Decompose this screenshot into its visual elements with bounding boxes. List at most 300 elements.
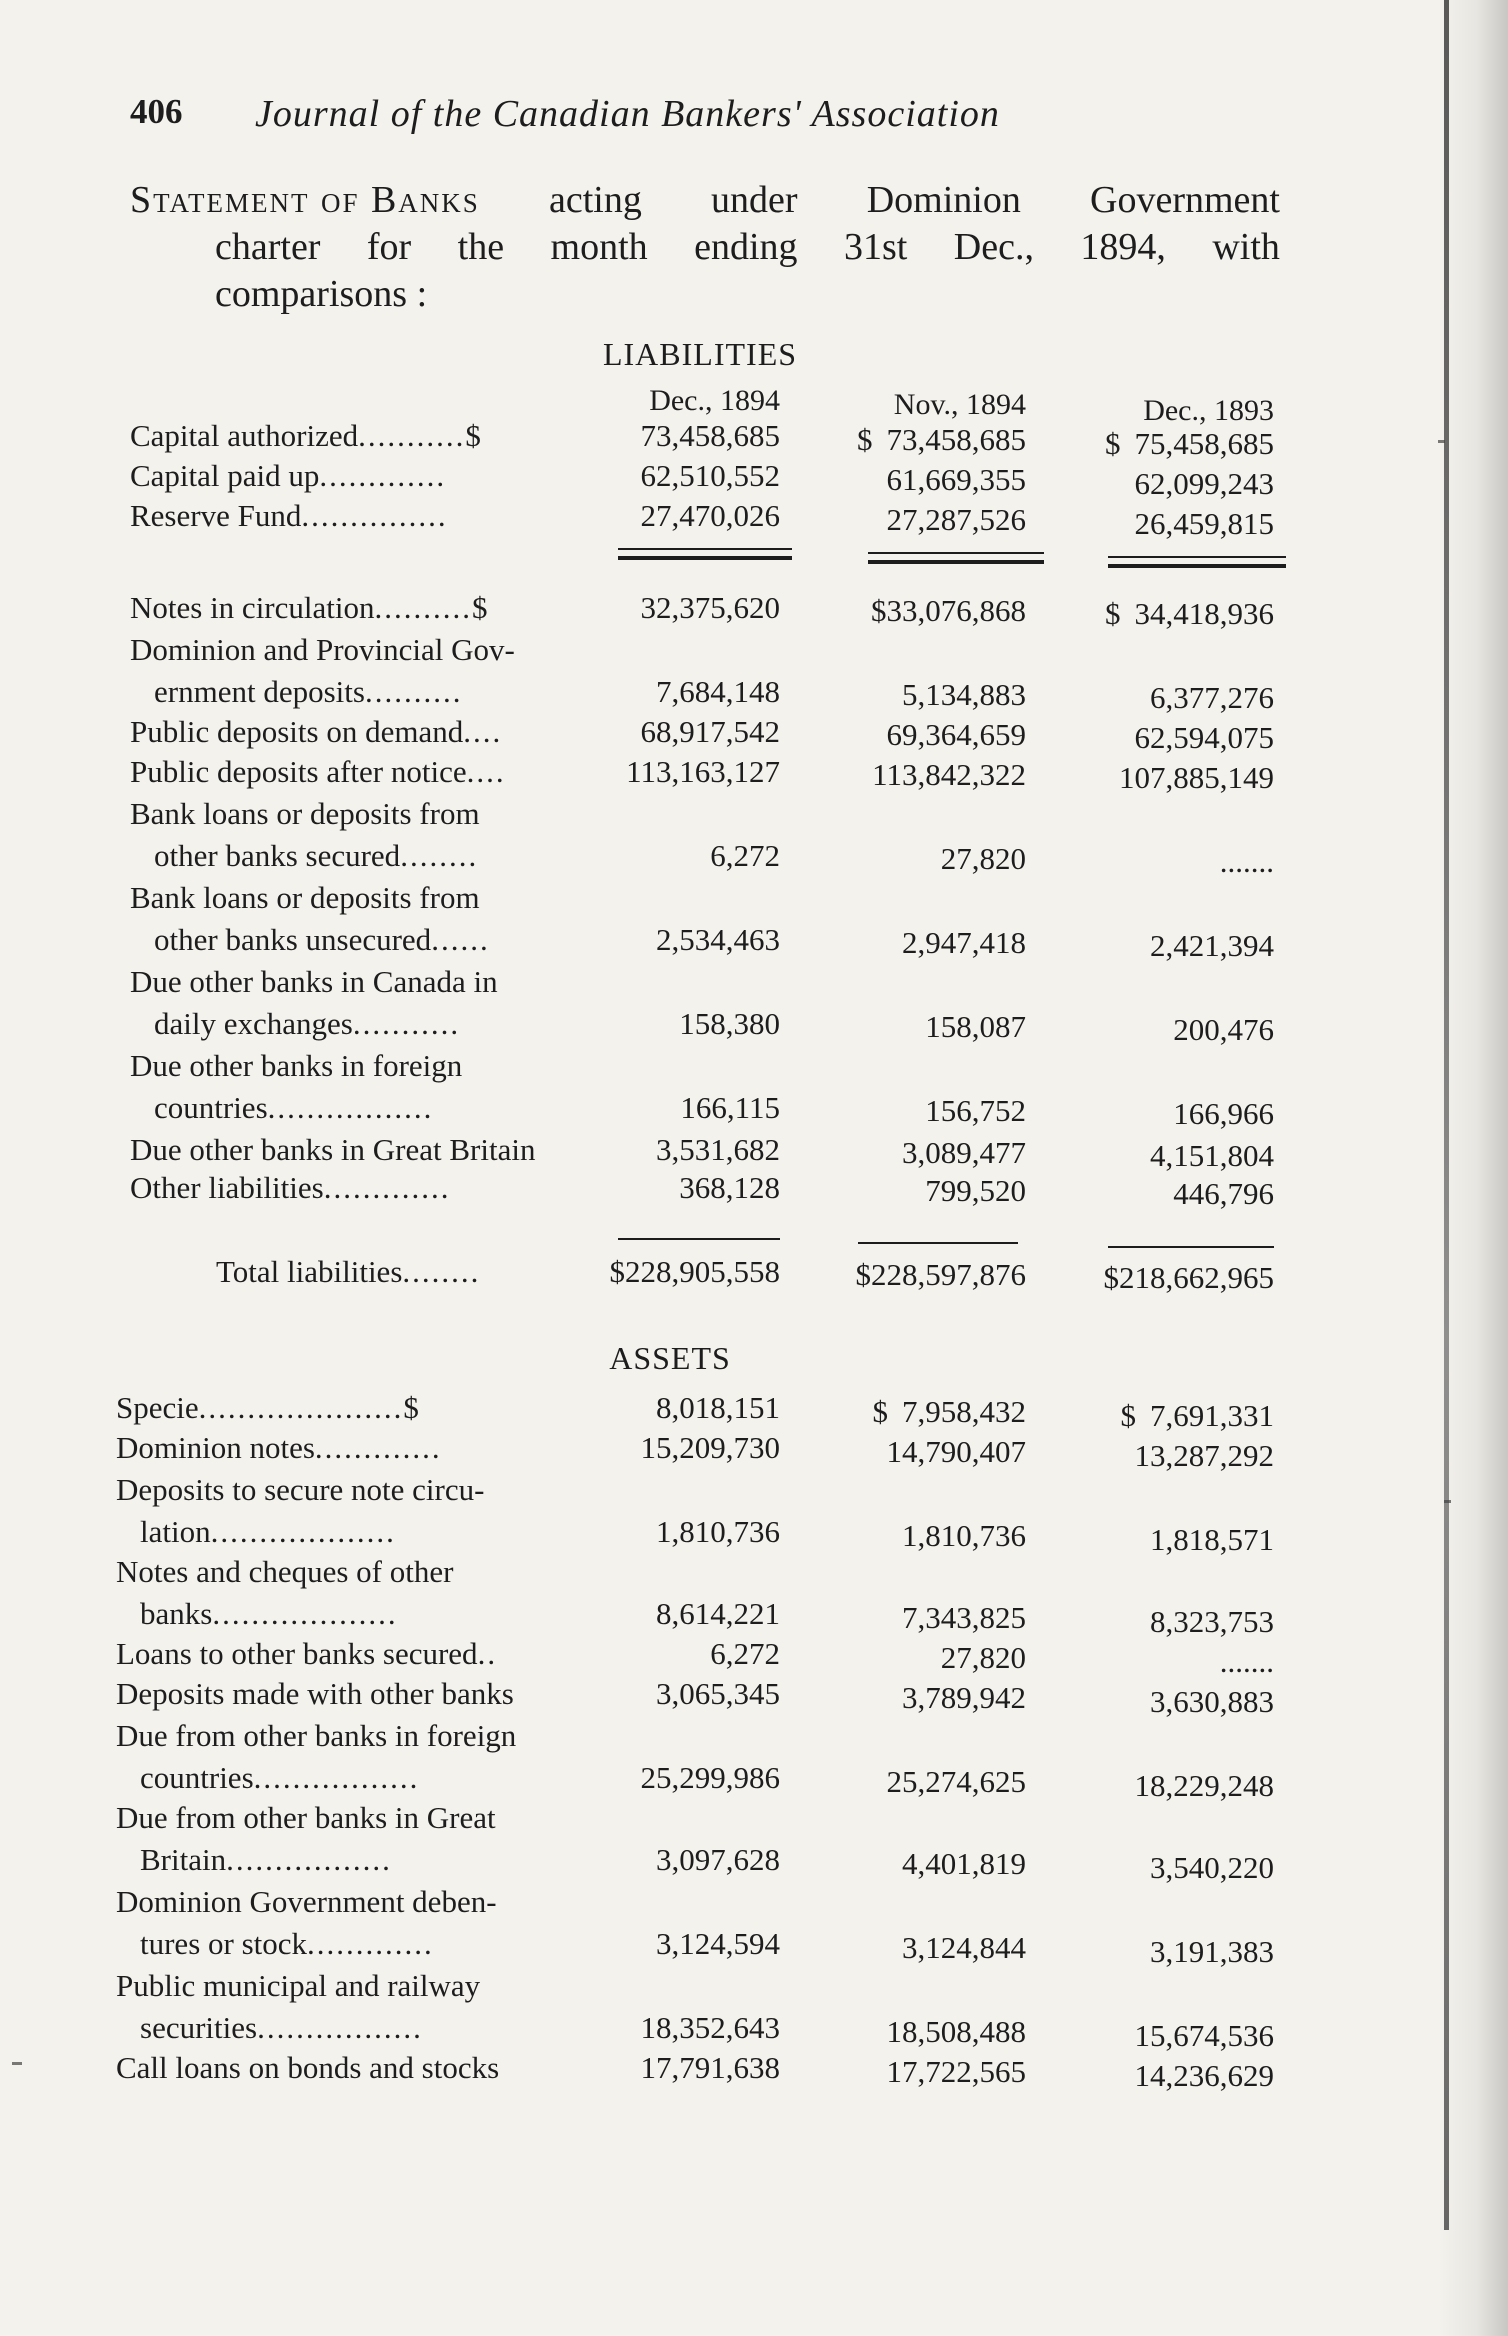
table-row: [0, 1800, 1508, 1840]
row-label: [140, 1596, 398, 1632]
statement-word: 1894,: [1080, 226, 1166, 268]
row-label: [130, 754, 506, 790]
value-text: 3,531,682: [656, 1132, 780, 1167]
row-label-text: Due from other banks in Great: [116, 1800, 496, 1835]
table-row: [0, 1554, 1508, 1594]
value-cell: [1024, 1260, 1274, 1296]
value-text: 4,151,804: [1150, 1138, 1274, 1173]
scan-speck: [1444, 1500, 1451, 1503]
value-text: 18,508,488: [886, 2014, 1026, 2049]
value-text: 73,458,685: [886, 422, 1026, 457]
column-header-nov-1894: Nov., 1894: [893, 388, 1026, 421]
row-label-text: banks: [140, 1596, 213, 1631]
value-cell: [530, 1430, 780, 1466]
value-text: 17,722,565: [886, 2054, 1026, 2089]
value-cell: [1024, 1438, 1274, 1474]
value-cell: [776, 841, 1026, 877]
dot-leader: ....: [463, 714, 503, 749]
value-cell: [1024, 1138, 1274, 1174]
value-cell: [1024, 1684, 1274, 1720]
value-cell: [776, 1009, 1026, 1045]
value-cell: [1024, 1644, 1274, 1680]
value-cell: [530, 2050, 780, 2086]
value-cell: [530, 1926, 780, 1962]
dollar-sign: $: [465, 418, 481, 453]
row-label: [130, 714, 502, 750]
value-cell: [776, 1600, 1026, 1636]
dot-leader: .............: [319, 458, 447, 493]
statement-word: month: [550, 226, 648, 268]
row-label: [140, 2010, 423, 2046]
value-cell: [1024, 760, 1274, 796]
value-text: 3,789,942: [902, 1680, 1026, 1715]
value-text: 69,364,659: [886, 717, 1026, 752]
value-cell: [776, 1173, 1026, 1209]
row-label-text: countries: [140, 1760, 254, 1795]
row-label-text: ernment deposits: [154, 674, 365, 709]
row-label-text: other banks secured: [154, 838, 401, 873]
value-text: 3,097,628: [656, 1842, 780, 1877]
value-text: 1,810,736: [902, 1518, 1026, 1553]
table-row: [0, 1472, 1508, 1512]
value-text: 25,274,625: [886, 1764, 1026, 1799]
value-text: 62,594,075: [1134, 720, 1274, 755]
value-cell: [776, 757, 1026, 793]
table-row: [0, 590, 1508, 630]
value-text: 166,966: [1173, 1096, 1274, 1131]
value-text: 73,458,685: [640, 418, 780, 453]
value-text: 158,087: [925, 1009, 1026, 1044]
table-row: [0, 1254, 1508, 1294]
dollar-sign: $: [1120, 1398, 1136, 1433]
row-label: [154, 838, 478, 874]
statement-word: Government: [1090, 179, 1280, 221]
value-text: 2,534,463: [656, 922, 780, 957]
value-cell: [530, 1170, 780, 1206]
table-row: [0, 2010, 1508, 2053]
value-text: .......: [1219, 844, 1274, 879]
value-cell: [1024, 2058, 1274, 2094]
row-label-text: Other liabilities: [130, 1170, 324, 1205]
row-label: [130, 498, 448, 534]
row-label-text: countries: [154, 1090, 268, 1125]
value-cell: [1024, 1934, 1274, 1970]
row-label: [154, 674, 462, 710]
table-row: [0, 880, 1508, 920]
value-cell: [1024, 466, 1274, 502]
row-label-text: daily exchanges: [154, 1006, 353, 1041]
value-text: 32,375,620: [640, 590, 780, 625]
value-cell: [530, 674, 780, 710]
row-label: [130, 590, 488, 626]
value-cell: [530, 1842, 780, 1878]
value-text: 62,099,243: [1134, 466, 1274, 501]
value-text: 156,752: [925, 1093, 1026, 1128]
value-cell: [776, 422, 1026, 458]
row-label-text: Capital paid up: [130, 458, 320, 493]
table-row: [0, 1884, 1508, 1924]
table-row: [0, 1006, 1508, 1046]
value-text: 61,669,355: [886, 462, 1026, 497]
column-header-dec-1893: Dec., 1893: [1143, 394, 1274, 427]
row-label-text: Britain: [140, 1842, 227, 1877]
row-label-text: Deposits made with other banks: [116, 1676, 514, 1711]
statement-word: Dominion: [866, 179, 1021, 221]
dot-leader: ....: [466, 754, 506, 789]
value-cell: [776, 2054, 1026, 2090]
table-row: [0, 1090, 1508, 1130]
liabilities-heading: LIABILITIES: [602, 336, 798, 372]
value-text: 3,540,220: [1150, 1850, 1274, 1885]
dollar-sign: $: [1105, 596, 1121, 631]
row-label-text: Due other banks in Canada in: [130, 964, 498, 999]
dot-leader: ...................: [212, 1596, 398, 1631]
dollar-sign: $: [857, 422, 873, 457]
row-label: [116, 1718, 516, 1754]
row-label-text: Notes in circulation: [130, 590, 375, 625]
table-row: [0, 838, 1508, 878]
value-cell: [776, 1518, 1026, 1554]
row-label-text: Bank loans or deposits from: [130, 796, 480, 831]
table-row: [0, 1170, 1508, 1210]
row-label: [130, 458, 446, 494]
value-text: 200,476: [1173, 1012, 1274, 1047]
value-text: 3,630,883: [1150, 1684, 1274, 1719]
value-text: 2,947,418: [902, 925, 1026, 960]
value-cell: [776, 1640, 1026, 1676]
scan-speck: [12, 2062, 22, 2065]
value-text: 27,470,026: [640, 498, 780, 533]
double-rule: [1108, 564, 1286, 568]
table-row: [0, 1514, 1508, 1557]
value-text: $228,905,558: [609, 1254, 780, 1289]
row-label-text: Due from other banks in foreign: [116, 1718, 517, 1753]
statement-word: Dec.,: [953, 226, 1034, 268]
row-label-text: Loans to other banks secured: [116, 1636, 478, 1671]
row-label: [216, 1254, 480, 1290]
value-cell: [776, 593, 1026, 629]
value-text: 68,917,542: [640, 714, 780, 749]
row-label: [116, 1554, 453, 1590]
value-text: 34,418,936: [1134, 596, 1274, 631]
statement-word: acting: [549, 179, 642, 221]
statement-word: ending: [694, 226, 798, 268]
value-cell: [1024, 1096, 1274, 1132]
statement-word: under: [711, 179, 798, 221]
table-row: [0, 418, 1508, 461]
table-row: [0, 1596, 1508, 1639]
row-label: [116, 1430, 442, 1466]
value-cell: [776, 1093, 1026, 1129]
assets-heading: ASSETS: [609, 1340, 731, 1376]
table-row: [0, 1390, 1508, 1433]
dollar-sign: $: [872, 1394, 888, 1429]
row-label: [116, 1884, 497, 1920]
dot-leader: ..: [477, 1636, 498, 1671]
value-cell: [1024, 680, 1274, 716]
value-cell: [1024, 1012, 1274, 1048]
value-text: 14,236,629: [1134, 2058, 1274, 2093]
row-label: [116, 2050, 499, 2086]
dot-leader: ......: [431, 922, 490, 957]
value-cell: [530, 1676, 780, 1712]
value-text: 1,818,571: [1150, 1522, 1274, 1557]
dot-leader: .................: [226, 1842, 392, 1877]
row-label: [130, 1132, 535, 1168]
value-text: 17,791,638: [640, 2050, 780, 2085]
value-text: 6,272: [710, 838, 780, 873]
table-row: [0, 1048, 1508, 1088]
row-label-text: Call loans on bonds and stocks: [116, 2050, 500, 2085]
row-label: [140, 1926, 434, 1962]
value-cell: [530, 1132, 780, 1168]
value-cell: [776, 1930, 1026, 1966]
dot-leader: .............: [314, 1430, 442, 1465]
dot-leader: ..........: [364, 674, 463, 709]
statement-line-3: comparisons :: [215, 273, 428, 315]
value-cell: [1024, 506, 1274, 542]
value-text: 14,790,407: [886, 1434, 1026, 1469]
value-cell: [776, 1846, 1026, 1882]
value-text: 27,820: [940, 1640, 1026, 1675]
value-cell: [530, 1596, 780, 1632]
value-cell: [1024, 2018, 1274, 2054]
value-cell: [1024, 1768, 1274, 1804]
row-label: [116, 1472, 484, 1508]
dot-leader: .............: [307, 1926, 434, 1961]
value-cell: [776, 1680, 1026, 1716]
value-text: 1,810,736: [656, 1514, 780, 1549]
row-label: [154, 1090, 433, 1126]
row-label-text: Notes and cheques of other: [116, 1554, 454, 1589]
double-rule: [868, 560, 1044, 564]
value-text: 4,401,819: [902, 1846, 1026, 1881]
table-row: [0, 1842, 1508, 1885]
total-rule: [1108, 1246, 1274, 1248]
dot-leader: ...........: [352, 1006, 461, 1041]
row-label: [130, 796, 480, 832]
row-label: [116, 1390, 419, 1426]
value-cell: [1024, 596, 1274, 632]
value-text: 799,520: [925, 1173, 1026, 1208]
value-text: 27,820: [940, 841, 1026, 876]
row-label-text: lation: [140, 1514, 211, 1549]
table-row: [0, 458, 1508, 501]
value-cell: [530, 1006, 780, 1042]
value-cell: [776, 502, 1026, 538]
row-label-text: Public municipal and railway: [116, 1968, 481, 2003]
value-cell: [530, 2010, 780, 2046]
value-text: 13,287,292: [1134, 1438, 1274, 1473]
total-rule: [618, 548, 792, 550]
value-text: 7,684,148: [656, 674, 780, 709]
statement-word: 31st: [843, 226, 908, 268]
value-cell: [776, 1257, 1026, 1293]
row-label-text: other banks unsecured: [154, 922, 432, 957]
row-label: [116, 1636, 497, 1672]
table-row: [0, 632, 1508, 672]
statement-line-1: [130, 178, 1280, 222]
value-text: 18,352,643: [640, 2010, 780, 2045]
value-cell: [1024, 1604, 1274, 1640]
row-label-text: Dominion notes: [116, 1430, 315, 1465]
value-cell: [776, 1135, 1026, 1171]
value-cell: [530, 922, 780, 958]
value-text: 8,614,221: [656, 1596, 780, 1631]
statement-line-2: [215, 225, 1280, 269]
value-cell: [1024, 1850, 1274, 1886]
value-cell: [530, 1090, 780, 1126]
statement-word: the: [457, 226, 505, 268]
dot-leader: .............: [323, 1170, 451, 1205]
value-text: 113,163,127: [626, 754, 780, 789]
value-text: $33,076,868: [871, 593, 1026, 628]
value-text: 2,421,394: [1150, 928, 1274, 963]
row-label: [130, 418, 481, 454]
row-label-text: Public deposits after notice: [130, 754, 467, 789]
dot-leader: ...............: [301, 498, 448, 533]
table-row: [0, 1636, 1508, 1679]
row-label: [140, 1842, 392, 1878]
value-text: 5,134,883: [902, 677, 1026, 712]
value-text: 3,124,594: [656, 1926, 780, 1961]
dollar-sign: $: [472, 590, 488, 625]
dollar-sign: $: [403, 1390, 419, 1425]
total-rule: [868, 552, 1044, 554]
row-label-text: Capital authorized: [130, 418, 359, 453]
row-label: [130, 1170, 450, 1206]
statement-word: with: [1212, 226, 1280, 268]
value-cell: [530, 754, 780, 790]
dot-leader: .................: [267, 1090, 434, 1125]
dot-leader: ...........: [358, 418, 466, 453]
value-text: 15,209,730: [640, 1430, 780, 1465]
row-label: [130, 880, 480, 916]
dot-leader: .....................: [198, 1390, 404, 1425]
row-label: [130, 964, 498, 1000]
row-label: [154, 1006, 460, 1042]
dot-leader: ........: [402, 1254, 481, 1289]
table-row: [0, 1968, 1508, 2008]
table-row: [0, 964, 1508, 1004]
row-label: [116, 1676, 514, 1712]
value-cell: [530, 498, 780, 534]
table-row: [0, 1430, 1508, 1473]
value-cell: [776, 462, 1026, 498]
value-text: 6,272: [710, 1636, 780, 1671]
row-label-text: Deposits to secure note circu-: [116, 1472, 485, 1507]
value-text: $218,662,965: [1103, 1260, 1274, 1295]
value-text: 368,128: [679, 1170, 780, 1205]
value-text: 3,089,477: [902, 1135, 1026, 1170]
row-label-text: Reserve Fund: [130, 498, 302, 533]
value-cell: [530, 1254, 780, 1290]
value-text: 3,065,345: [656, 1676, 780, 1711]
dot-leader: .................: [253, 1760, 420, 1795]
row-label: [130, 632, 515, 668]
double-rule: [618, 556, 792, 560]
value-cell: [530, 714, 780, 750]
table-row: [0, 714, 1508, 754]
value-cell: [1024, 1522, 1274, 1558]
value-cell: [530, 1760, 780, 1796]
value-cell: [776, 1764, 1026, 1800]
value-text: .......: [1219, 1644, 1274, 1679]
row-label: [140, 1760, 419, 1796]
value-text: 166,115: [680, 1090, 780, 1125]
row-label-text: Dominion and Provincial Gov-: [130, 632, 515, 667]
value-cell: [776, 2014, 1026, 2050]
value-text: 8,018,151: [656, 1390, 780, 1425]
row-label-text: Public deposits on demand: [130, 714, 464, 749]
value-text: 18,229,248: [1134, 1768, 1274, 1803]
value-text: 158,380: [679, 1006, 780, 1041]
table-row: [0, 1926, 1508, 1969]
table-row: [0, 754, 1508, 794]
value-cell: [1024, 844, 1274, 880]
value-cell: [1024, 720, 1274, 756]
dot-leader: ...................: [210, 1514, 396, 1549]
value-text: 75,458,685: [1134, 426, 1274, 461]
value-text: 3,191,383: [1150, 1934, 1274, 1969]
value-cell: [1024, 1176, 1274, 1212]
value-cell: [530, 458, 780, 494]
value-cell: [1024, 928, 1274, 964]
total-rule: [858, 1242, 1018, 1244]
dollar-sign: $: [1105, 426, 1121, 461]
row-label-text: tures or stock: [140, 1926, 308, 1961]
statement-word: for: [366, 226, 412, 268]
scan-speck: [1438, 440, 1445, 443]
table-row: [0, 1676, 1508, 1719]
value-cell: [530, 838, 780, 874]
row-label-text: securities: [140, 2010, 258, 2045]
table-row: [0, 498, 1508, 541]
value-cell: [1024, 426, 1274, 462]
value-text: 8,323,753: [1150, 1604, 1274, 1639]
value-text: 62,510,552: [640, 458, 780, 493]
value-cell: [776, 1434, 1026, 1470]
value-cell: [776, 717, 1026, 753]
value-text: 6,377,276: [1150, 680, 1274, 715]
table-row: [0, 674, 1508, 714]
value-text: 15,674,536: [1134, 2018, 1274, 2053]
value-cell: [530, 1636, 780, 1672]
dot-leader: .................: [257, 2010, 423, 2045]
row-label-text: Bank loans or deposits from: [130, 880, 480, 915]
row-label-text: Due other banks in foreign: [130, 1048, 463, 1083]
row-label-text: Due other banks in Great Britain: [130, 1132, 536, 1167]
running-header: [130, 92, 1280, 152]
value-text: 113,842,322: [872, 757, 1026, 792]
value-text: 27,287,526: [886, 502, 1026, 537]
row-label-text: Specie: [116, 1390, 199, 1425]
column-header-dec-1894: Dec., 1894: [649, 384, 780, 417]
table-row: [0, 1760, 1508, 1803]
table-row: [0, 922, 1508, 962]
value-cell: [1024, 1398, 1274, 1434]
value-cell: [776, 677, 1026, 713]
statement-word: charter: [215, 226, 321, 268]
value-cell: [530, 418, 780, 454]
value-cell: [530, 1514, 780, 1550]
row-label: [140, 1514, 396, 1550]
page-number: 406: [130, 92, 183, 131]
value-cell: [530, 1390, 780, 1426]
value-text: 26,459,815: [1134, 506, 1274, 541]
row-label: [116, 1800, 496, 1836]
value-text: 7,958,432: [902, 1394, 1026, 1429]
